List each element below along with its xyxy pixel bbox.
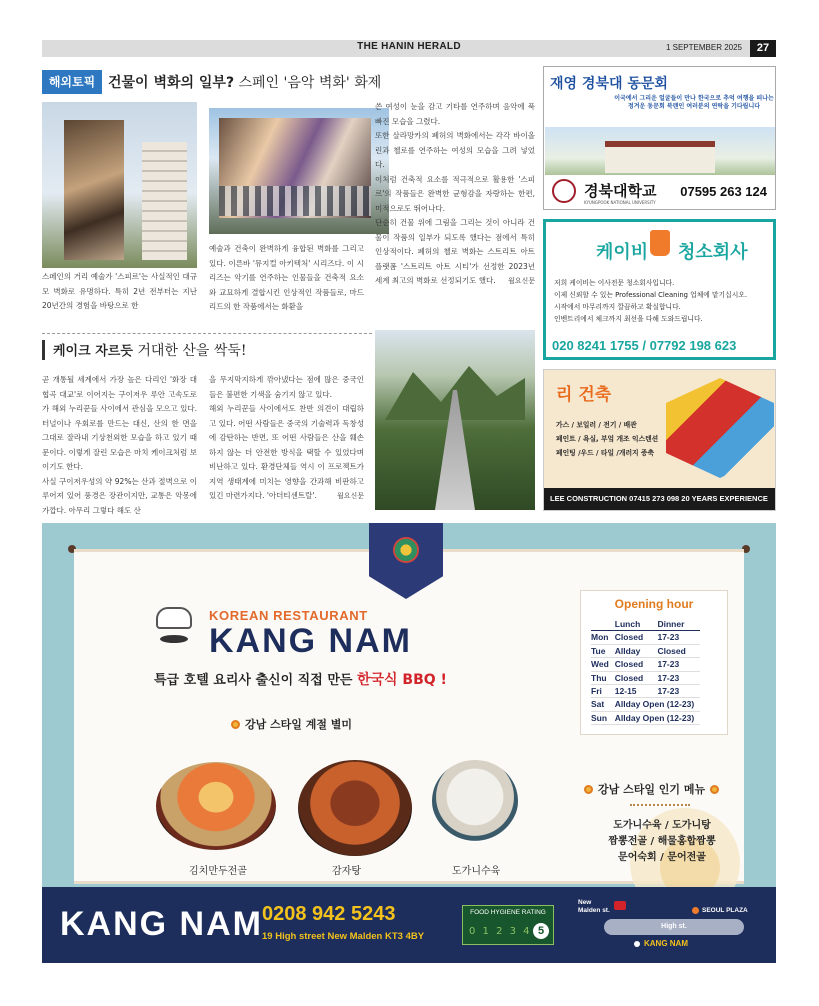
dish-photo-kimchi-dumpling bbox=[156, 762, 276, 850]
alumni-title: 재영 경북대 동문회 bbox=[550, 76, 668, 92]
map-kangnam-label: KANG NAM bbox=[644, 939, 688, 948]
construction-lines bbox=[556, 418, 658, 460]
hours-header-cell: Lunch bbox=[615, 618, 658, 631]
hours-allday: Allday Open (12-23) bbox=[615, 698, 700, 711]
section-tag: 해외토픽 bbox=[42, 70, 102, 94]
rail-icon bbox=[614, 901, 626, 910]
location-map bbox=[574, 895, 764, 957]
article2-col2b: 해외 누리꾼들 사이에서도 찬반 의견이 대립하고 있다. 어떤 사람들은 중국의 기술력과 독창성에 감탄하는 반면, 또 어떤 사람들은 산을 훼손하지 않는 더 안전한 방식을 택할 수 있었다며 비난하고 있다. 환경단체들 역시 이 프로젝트가 지역 생태계에 미치는 영향을 간과해 비판하고 있긴 마련가지다. '아더티센트랄'. bbox=[209, 404, 364, 500]
chef-hat-icon bbox=[152, 607, 196, 651]
dish-name: 도가니수육 bbox=[452, 866, 501, 877]
hours-header-cell bbox=[591, 618, 615, 631]
article2-col2 bbox=[209, 373, 364, 504]
dish-name: 감자탕 bbox=[332, 866, 361, 877]
construction-line: 페인팅 /우드 / 타일 /개러지 증축 bbox=[556, 449, 655, 457]
newspaper-name: THE HANIN HERALD bbox=[357, 41, 461, 52]
hours-day: Fri bbox=[591, 685, 615, 698]
alumni-subtitle: 이국에서 그리운 얼굴들이 만나 한국으로 추억 여행을 떠나는 정겨운 동문회 북랜인 여러분의 연락을 기다립니다 bbox=[614, 95, 774, 110]
hours-dinner: Closed bbox=[657, 644, 700, 657]
map-street: High st. bbox=[604, 919, 744, 935]
hours-row bbox=[591, 711, 700, 724]
cleaning-line: 이제 신뢰할 수 있는 Professional Cleaning 업체에 맡기십시오. bbox=[554, 291, 747, 299]
construction-ad[interactable] bbox=[543, 369, 776, 511]
mural-photo-cello bbox=[42, 102, 197, 268]
issue-date: 1 SEPTEMBER 2025 bbox=[665, 43, 742, 52]
dish-photo-gamjatang bbox=[298, 760, 412, 856]
article2-col1a: 곧 개통될 세계에서 가장 높은 다리인 '화장 대협곡 대교'로 이어지는 구이저우 루안 고속도로가 해외 누리꾼들 사이에서 관심을 모으고 있다. 터널이나 우회로를 만드는 대신, 산의 한 면을 그대로 잘라내 기상천외한 모습을 하고 있기 때문이다. 이렇게 잘린 모습은 마치 케이크처럼 보이기도 한다. bbox=[42, 375, 197, 471]
university-seal-icon bbox=[552, 179, 576, 203]
hygiene-label: FOOD HYGIENE RATING bbox=[470, 909, 546, 916]
cleaning-phone: 020 8241 1755 / 07792 198 623 bbox=[552, 338, 737, 353]
opening-hours-title: Opening hour bbox=[614, 597, 694, 611]
hours-row bbox=[591, 685, 700, 698]
cleaning-line: 시작에서 마무리까지 깔끔하고 확실합니다. bbox=[554, 303, 681, 311]
article1-title-bold: 건물이 벽화의 일부? bbox=[108, 75, 235, 91]
cleaning-title-b: 청소회사 bbox=[678, 242, 748, 263]
food-hygiene-badge bbox=[462, 905, 554, 945]
article2-source: 월요신문 bbox=[336, 492, 364, 500]
restaurant-phone[interactable]: 0208 942 5243 bbox=[262, 903, 396, 925]
hours-header-cell: Dinner bbox=[657, 618, 700, 631]
tagline-b: 한국식 BBQ ! bbox=[356, 672, 447, 688]
house-illustration-icon bbox=[666, 378, 774, 478]
hours-dinner: 17-23 bbox=[657, 658, 700, 671]
dish-name: 김치만두전골 bbox=[189, 866, 247, 877]
cleaning-title-a: 케이비 bbox=[596, 242, 649, 263]
hours-row bbox=[591, 631, 700, 644]
seasonal-heading bbox=[74, 716, 504, 732]
flower-icon bbox=[584, 785, 593, 794]
tagline-a: 특급 호텔 요리사 출신이 직접 만든 bbox=[154, 673, 357, 688]
hygiene-rating: 5 bbox=[533, 923, 549, 939]
hours-dinner: 17-23 bbox=[657, 671, 700, 684]
restaurant-name: KANG NAM bbox=[209, 622, 412, 660]
flower-icon bbox=[231, 720, 240, 729]
hours-day: Wed bbox=[591, 658, 615, 671]
location-pin-icon bbox=[692, 907, 699, 914]
page-number: 27 bbox=[750, 40, 776, 57]
hours-row bbox=[591, 658, 700, 671]
dotted-divider bbox=[630, 804, 690, 806]
flower-icon bbox=[710, 785, 719, 794]
article2-col1 bbox=[42, 373, 197, 518]
article1-col3 bbox=[375, 100, 535, 289]
hours-row bbox=[591, 671, 700, 684]
popular-item: 짬뽕전골 / 해물홍합짬뽕 bbox=[608, 836, 716, 847]
restaurant-tagline bbox=[154, 669, 447, 689]
article1-col3d: 단순히 건물 위에 그림을 그리는 것이 아니라 건물이 작품의 일부가 되도록 했다는 점에서 특히 인상적이다. 폐허의 첼로 벽화는 스트리트 아트 플랫폼 '스트리트 아트 시티'가 선정한 2023년 세계 최고의 벽화로 선정되기도 했다. bbox=[375, 218, 535, 285]
construction-contact-bar: LEE CONSTRUCTION 07415 273 098 20 YEARS EXPERIENCE bbox=[544, 488, 775, 510]
construction-title: 리 건축 bbox=[556, 385, 612, 405]
university-name: 경북대학교 bbox=[584, 182, 657, 200]
alumni-footer bbox=[544, 175, 775, 209]
article2-title bbox=[42, 340, 247, 360]
cleaning-line: 저희 케이비는 이사전문 청소회사입니다. bbox=[554, 279, 675, 287]
hours-row bbox=[591, 698, 700, 711]
page-header bbox=[42, 40, 776, 57]
construction-line: 가스 / 보일러 / 전기 / 배관 bbox=[556, 421, 637, 429]
cleaning-lines bbox=[554, 277, 747, 325]
hours-table bbox=[591, 618, 700, 725]
hours-row bbox=[591, 644, 700, 657]
article1-col3c: 이처럼 건축적 요소를 적극적으로 활용한 '스피르'의 작품들은 완벽한 균형감을 자랑하는 한편, 미적으로도 뛰어나다. bbox=[375, 174, 535, 213]
article2-title-thin: 거대한 산을 싹둑! bbox=[132, 343, 247, 359]
popular-item: 문어숙회 / 문어전골 bbox=[618, 852, 706, 863]
hours-day: Sat bbox=[591, 698, 615, 711]
popular-title: 강남 스타일 인기 메뉴 bbox=[598, 783, 706, 796]
hours-lunch: Closed bbox=[615, 671, 658, 684]
restaurant-scroll bbox=[74, 549, 744, 884]
university-name-en: KYUNGPOOK NATIONAL UNIVERSITY bbox=[584, 200, 656, 205]
trash-bin-icon bbox=[650, 230, 670, 256]
hours-lunch: 12-15 bbox=[615, 685, 658, 698]
map-plaza-label: SEOUL PLAZA bbox=[702, 907, 748, 914]
cleaning-ad[interactable] bbox=[543, 219, 776, 360]
hours-day: Mon bbox=[591, 631, 615, 644]
article1-source: 월요신문 bbox=[507, 277, 535, 285]
article1-col3b: 또한 살라망카의 폐허의 벽화에서는 각각 바이올린과 첼로를 연주하는 여성의 모습을 그려 넣었다. bbox=[375, 131, 535, 169]
seasonal-title: 강남 스타일 계절 별미 bbox=[244, 718, 353, 731]
map-station-label: New Malden st. bbox=[578, 899, 610, 914]
popular-heading bbox=[579, 781, 724, 797]
hours-dinner: 17-23 bbox=[657, 631, 700, 644]
hours-allday: Allday Open (12-23) bbox=[615, 711, 700, 724]
construction-line: 페인트 / 욕실, 부엌 개조 익스텐션 bbox=[556, 435, 659, 443]
hours-dinner: 17-23 bbox=[657, 685, 700, 698]
restaurant-address: 19 High street New Malden KT3 4BY bbox=[262, 931, 425, 942]
hygiene-scale: 0 1 2 3 4 bbox=[469, 926, 532, 937]
cleaning-line: 인벤트리에서 체크까지 최선을 다해 도와드립니다. bbox=[554, 315, 703, 323]
hours-lunch: Closed bbox=[615, 631, 658, 644]
alumni-ad[interactable] bbox=[543, 66, 776, 210]
hours-header-row bbox=[591, 618, 700, 631]
article-divider bbox=[42, 333, 372, 334]
article1-title bbox=[108, 72, 381, 92]
hours-day: Tue bbox=[591, 644, 615, 657]
article2-title-bold: 케이크 자르듯 bbox=[53, 344, 133, 359]
hours-lunch: Closed bbox=[615, 658, 658, 671]
popular-item: 도가니수육 / 도가니탕 bbox=[613, 820, 711, 831]
hours-lunch: Allday bbox=[615, 644, 658, 657]
article2-col1b: 사실 구이저우성의 약 92%는 산과 절벽으로 이루어져 있어 풍경은 장관이지만, 교통은 악몽에 가깝다. 아무리 그렇다 해도 산 bbox=[42, 476, 197, 515]
opening-hours bbox=[580, 590, 728, 735]
hours-day: Sun bbox=[591, 711, 615, 724]
highway-photo bbox=[375, 330, 535, 510]
article1-title-thin: 스페인 '음악 벽화' 화제 bbox=[234, 75, 382, 91]
article1-col1: 스페인의 거리 예술가 '스피르'는 사실적인 대규모 벽화로 유명하다. 특히 2년 전부터는 지난 20년간의 경험을 바탕으로 한 bbox=[42, 272, 197, 310]
restaurant-subtitle: KOREAN RESTAURANT bbox=[209, 608, 368, 623]
alumni-phone: 07595 263 124 bbox=[680, 184, 767, 199]
article1-col3a: 쓴 여성이 눈을 감고 기타를 연주하며 음악에 푹 빠진 모습을 그렸다. bbox=[375, 102, 535, 126]
restaurant-contact-bar bbox=[42, 887, 776, 963]
article2-col2a: 을 무지막지하게 깎아냈다는 점에 많은 중국인들은 불편한 기색을 숨기지 않고 있다. bbox=[209, 375, 364, 399]
restaurant-ad[interactable] bbox=[42, 523, 776, 963]
restaurant-name-bottom: KANG NAM bbox=[60, 905, 263, 943]
hours-day: Thu bbox=[591, 671, 615, 684]
dish-photo-suyuk bbox=[432, 760, 518, 842]
article1-col2: 예술과 건축이 완벽하게 융합된 벽화를 그리고 있다. 이른바 '뮤지컬 아키텍처' 시리즈다. 이 시리즈는 악기를 연주하는 인물들을 건축적 요소와 교묘하게 결합시킨 인상적인 작품들로, 마드리드의 한 작품에서는 화환을 bbox=[209, 244, 364, 311]
popular-menu bbox=[582, 818, 742, 866]
mural-photo-guitar bbox=[209, 108, 389, 234]
map-marker-icon bbox=[634, 941, 640, 947]
